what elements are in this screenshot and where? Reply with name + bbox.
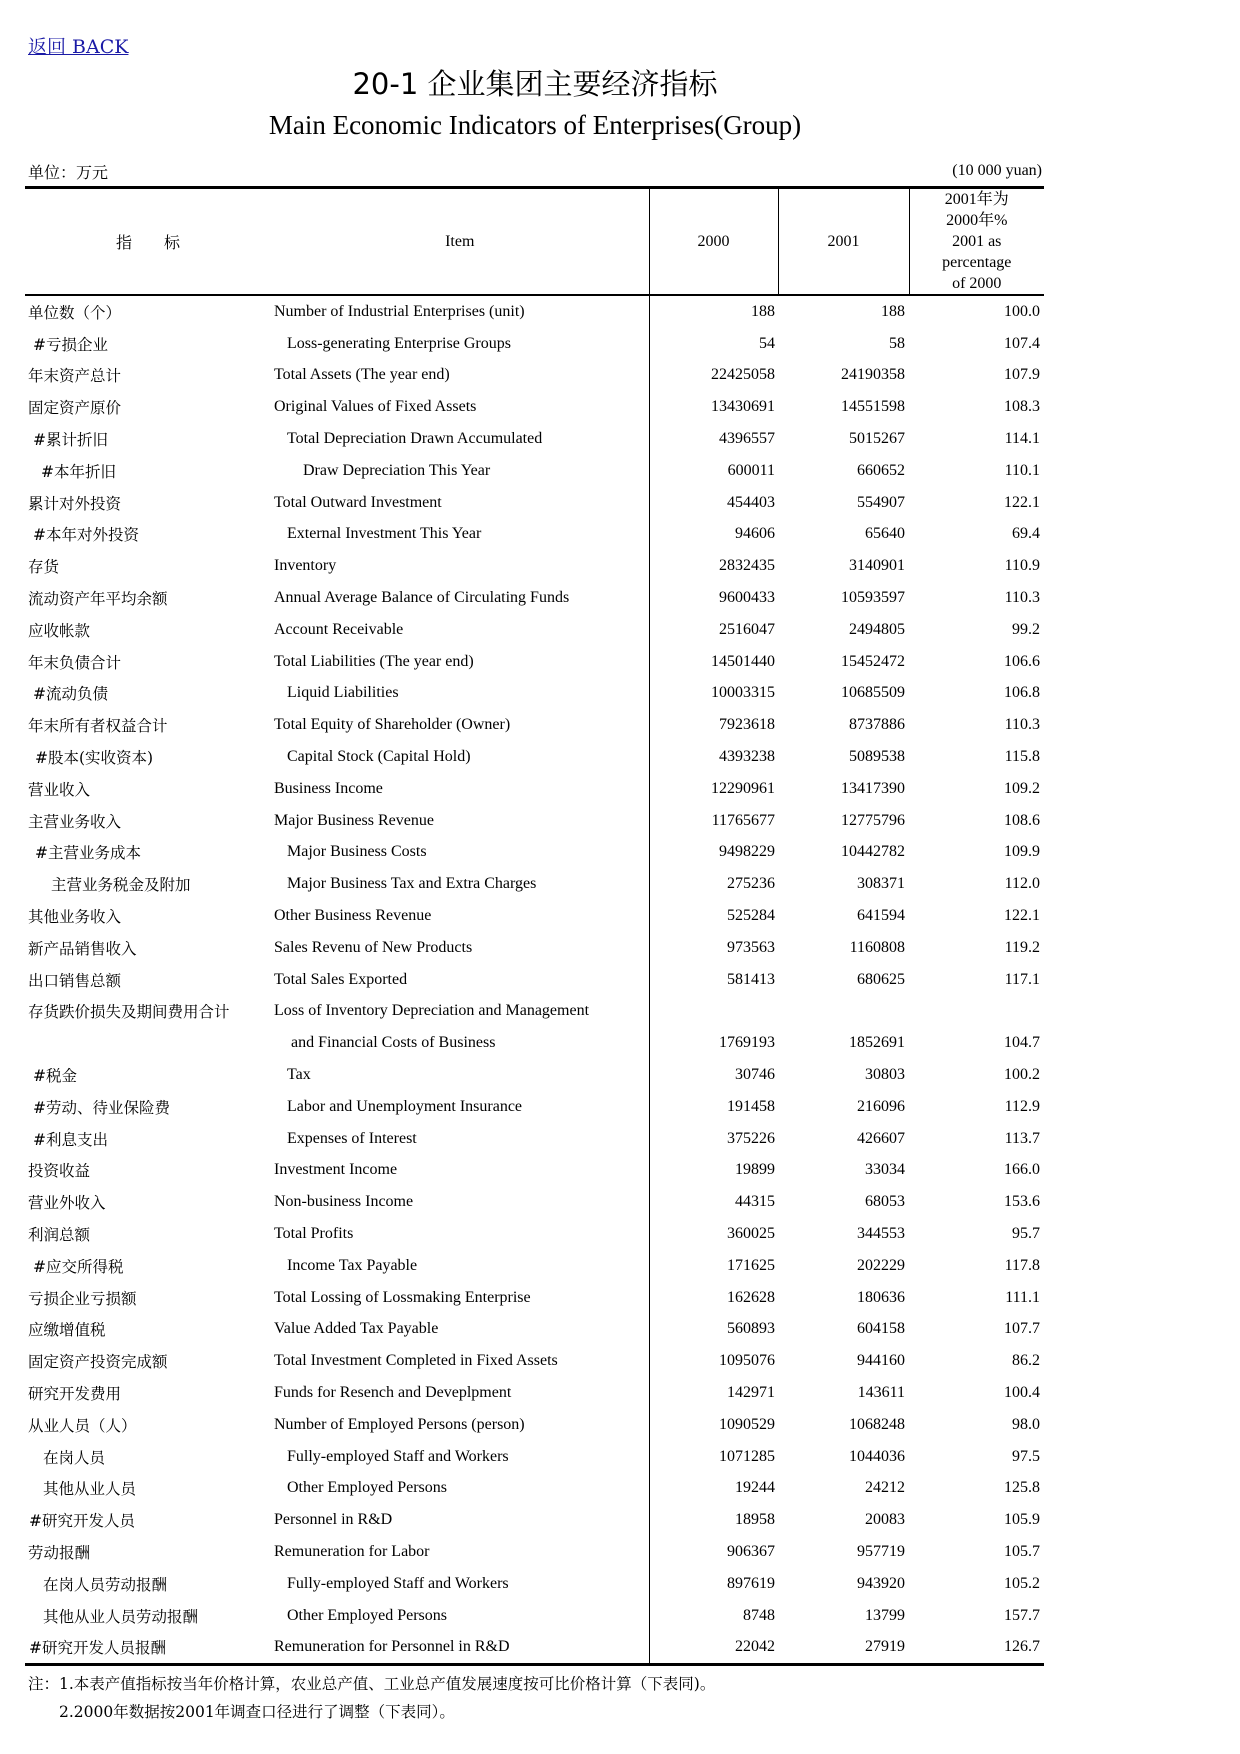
cell-item-en: Personnel in R&D [274,1511,393,1529]
cell-value-2000: 9600433 [649,582,778,614]
table-row [25,1059,1044,1091]
cell-value-2000: 18958 [649,1504,778,1536]
cell-indicator-cn: #研究开发人员报酬 [25,1631,271,1664]
cell-indicator-cn: 存货 [28,558,60,577]
table-row [25,1155,1044,1187]
cell-value-2001: 1068248 [849,1415,905,1433]
table-row [25,295,1044,328]
cell-item-en: Sales Revenu of New Products [274,938,473,956]
cell-value-2000: 275236 [649,868,778,900]
cell-value-2001: 1852691 [849,1034,905,1052]
page-title-cn: 20-1 企业集团主要经济指标 [352,67,718,101]
cell-indicator-cn: #研究开发人员 [29,1512,135,1531]
cell-indicator-cn: #劳动、待业保险费 [33,1098,170,1117]
cell-value-2000: 8748 [649,1600,778,1632]
cell-percentage: 107.9 [1004,366,1040,384]
table-row [25,868,1044,900]
table-row [25,1218,1044,1250]
cell-item-en: Liquid Liabilities [287,684,399,702]
cell-indicator-cn: 营业外收入 [28,1194,106,1213]
cell-percentage: 111.1 [1005,1288,1040,1306]
cell-item-en: Tax [287,1066,311,1084]
cell-value-2000: 525284 [649,900,778,932]
cell-value-2001: 957719 [857,1542,905,1560]
cell-percentage: 113.7 [1004,1129,1040,1147]
table-row [25,1027,1044,1059]
cell-value-2001: 24190358 [841,366,905,384]
cell-indicator-cn: #累计折旧 [33,431,108,450]
cell-value-2000: 171625 [649,1250,778,1282]
table-row [25,1631,1044,1664]
header-2001: 2001 [778,188,909,296]
cell-item-en: Value Added Tax Payable [274,1320,439,1338]
table-row [25,423,1044,455]
cell-value-2000: 22042 [649,1631,778,1664]
cell-percentage: 157.7 [1004,1606,1040,1624]
cell-value-2000: 142971 [649,1377,778,1409]
cell-item-en: Total Lossing of Lossmaking Enterprise [274,1288,531,1306]
cell-value-2000: 12290961 [649,773,778,805]
cell-percentage: 122.1 [1004,493,1040,511]
cell-value-2000: 14501440 [649,646,778,678]
cell-item-en: Total Sales Exported [274,970,408,988]
cell-percentage: 97.5 [1012,1447,1040,1465]
cell-indicator-cn: 单位数（个） [28,303,122,322]
cell-value-2001: 10685509 [841,684,905,702]
table-row [25,328,1044,360]
cell-percentage: 122.1 [1004,907,1040,925]
cell-percentage: 110.9 [1004,557,1040,575]
cell-indicator-cn: #利息支出 [33,1130,108,1149]
back-link[interactable]: 返回 BACK [28,36,129,58]
cell-value-2000: 44315 [649,1186,778,1218]
cell-percentage: 104.7 [1004,1034,1040,1052]
cell-item-en: Inventory [274,557,337,575]
cell-value-2000: 19244 [649,1472,778,1504]
cell-value-2000: 973563 [649,932,778,964]
cell-item-en: Labor and Unemployment Insurance [287,1097,523,1115]
cell-value-2000: 7923618 [649,709,778,741]
cell-percentage: 117.8 [1004,1256,1040,1274]
cell-indicator-cn: #本年对外投资 [33,526,139,545]
cell-percentage: 126.7 [909,1631,1044,1664]
cell-value-2000: 30746 [649,1059,778,1091]
cell-indicator-cn: 在岗人员 [43,1448,106,1467]
cell-value-2000: 94606 [649,519,778,551]
header-2000: 2000 [649,188,778,296]
cell-indicator-cn: 应收帐款 [28,621,91,640]
cell-percentage: 107.7 [1004,1320,1040,1338]
cell-item-en: Total Investment Completed in Fixed Assets [274,1352,558,1370]
cell-percentage: 153.6 [1004,1193,1040,1211]
cell-percentage: 166.0 [1004,1161,1040,1179]
table-row [25,1568,1044,1600]
cell-value-2000: 10003315 [649,678,778,710]
cell-indicator-cn: 亏损企业亏损额 [28,1289,137,1308]
cell-percentage: 110.1 [1004,461,1040,479]
cell-percentage: 109.9 [1004,843,1040,861]
table-row [25,1282,1044,1314]
cell-value-2000: 188 [649,295,778,328]
cell-value-2000: 897619 [649,1568,778,1600]
cell-indicator-cn: #税金 [33,1067,77,1086]
cell-indicator-cn: #股本(实收资本) [35,749,154,768]
cell-item-en: Original Values of Fixed Assets [274,398,477,416]
cell-value-2001: 10442782 [841,843,905,861]
cell-value-2000 [649,996,778,1028]
cell-percentage: 114.1 [1004,430,1040,448]
cell-item-en: Account Receivable [274,620,404,638]
cell-percentage: 117.1 [1004,970,1040,988]
header-pct-line: percentage [942,254,1012,271]
cell-indicator-cn: #亏损企业 [33,335,108,354]
cell-value-2001: 58 [889,334,905,352]
unit-label-cn: 单位：万元 [28,163,109,182]
cell-value-2000: 54 [649,328,778,360]
table-row [25,360,1044,392]
cell-indicator-cn: 劳动报酬 [28,1543,91,1562]
cell-indicator-cn: 新产品销售收入 [28,939,137,958]
cell-item-en: Expenses of Interest [287,1129,417,1147]
cell-value-2000: 19899 [649,1155,778,1187]
cell-indicator-cn: 主营业务收入 [28,812,122,831]
cell-value-2000: 1090529 [649,1409,778,1441]
table-row [25,582,1044,614]
cell-value-2000: 191458 [649,1091,778,1123]
cell-item-en: Funds for Resench and Deveplpment [274,1383,512,1401]
cell-value-2001: 660652 [857,461,905,479]
cell-indicator-cn: 其他从业人员 [43,1480,137,1499]
cell-percentage: 100.0 [1004,302,1040,320]
cell-percentage: 95.7 [1012,1225,1040,1242]
cell-value-2001 [778,996,909,1028]
cell-value-2001: 10593597 [841,589,905,607]
table-row [25,1314,1044,1346]
table-row [25,550,1044,582]
header-pct-line: 2001 as [952,233,1002,250]
table-row [25,1536,1044,1568]
cell-value-2001: 65640 [865,525,905,543]
cell-item-en: External Investment This Year [287,525,482,543]
cell-percentage [909,996,1044,1028]
cell-value-2001: 216096 [857,1097,905,1115]
cell-item-en: Other Employed Persons [287,1606,447,1624]
table-row [25,678,1044,710]
table-row [25,837,1044,869]
cell-percentage: 106.8 [1004,684,1040,702]
cell-item-en: Number of Employed Persons (person) [274,1415,525,1433]
cell-item-en: Total Profits [274,1225,354,1242]
cell-indicator-cn: 流动资产年平均余额 [28,590,168,609]
cell-value-2001: 13417390 [841,779,905,797]
cell-item-en: Other Business Revenue [274,907,432,925]
cell-value-2001: 944160 [857,1352,905,1370]
cell-value-2001: 3140901 [849,557,905,575]
table-row [25,1441,1044,1473]
table-row [25,1377,1044,1409]
cell-value-2000: 1071285 [649,1441,778,1473]
cell-value-2001: 426607 [857,1129,905,1147]
cell-percentage: 100.2 [1004,1066,1040,1084]
table-row [25,1345,1044,1377]
cell-value-2001: 604158 [857,1320,905,1338]
cell-value-2001: 13799 [865,1606,905,1624]
cell-value-2001: 8737886 [849,716,905,734]
cell-indicator-cn: 研究开发费用 [28,1384,122,1403]
cell-percentage: 86.2 [1012,1352,1040,1370]
cell-indicator-cn: #本年折旧 [41,462,116,481]
cell-item-en: Capital Stock (Capital Hold) [287,748,471,766]
header-indicator-cn: 指 标 [25,188,271,296]
cell-item-en: Annual Average Balance of Circulating Funds [274,589,570,607]
cell-percentage: 107.4 [1004,334,1040,352]
cell-percentage: 105.9 [1004,1511,1040,1529]
cell-value-2001: 15452472 [841,652,905,670]
cell-value-2001: 188 [881,302,905,320]
cell-value-2000: 560893 [649,1314,778,1346]
cell-value-2000: 4396557 [649,423,778,455]
header-pct-line: 2000年% [946,212,1008,229]
cell-value-2001: 1044036 [849,1447,905,1465]
table-row [25,1600,1044,1632]
cell-percentage: 69.4 [1012,525,1040,543]
cell-percentage: 100.4 [1004,1383,1040,1401]
cell-indicator-cn: 从业人员（人） [28,1416,137,1435]
cell-value-2000: 2516047 [649,614,778,646]
cell-value-2000: 9498229 [649,837,778,869]
cell-item-en: Total Assets (The year end) [274,366,450,384]
table-row [25,773,1044,805]
cell-indicator-cn: 固定资产原价 [28,399,122,418]
table-row [25,805,1044,837]
cell-value-2001: 14551598 [841,398,905,416]
cell-indicator-cn: 其他从业人员劳动报酬 [43,1607,199,1626]
cell-item-en: Fully-employed Staff and Workers [287,1447,509,1465]
cell-value-2000: 13430691 [649,391,778,423]
header-pct-line: of 2000 [952,275,1002,292]
cell-indicator-cn: 年末所有者权益合计 [28,717,168,736]
cell-item-en: Number of Industrial Enterprises (unit) [274,302,525,320]
cell-value-2001: 30803 [865,1066,905,1084]
cell-item-en: Investment Income [274,1161,398,1179]
cell-percentage: 110.3 [1004,589,1040,607]
cell-item-en: Loss of Inventory Depreciation and Management [274,1002,590,1020]
cell-item-en: Loss-generating Enterprise Groups [287,334,511,352]
cell-indicator-cn: 固定资产投资完成额 [28,1353,168,1372]
footnote-1: 注：1.本表产值指标按当年价格计算，农业总产值、工业总产值发展速度按可比价格计算（下表同)。 [28,1675,716,1693]
cell-value-2001: 27919 [778,1631,909,1664]
cell-value-2001: 943920 [857,1574,905,1592]
cell-item-en: Remuneration for Personnel in R&D [271,1631,649,1664]
cell-percentage: 105.7 [1004,1542,1040,1560]
header-item: Item [271,188,649,296]
footnote-2: 2.2000年数据按2001年调查口径进行了调整（下表同）。 [28,1703,455,1721]
cell-indicator-cn: 利润总额 [28,1226,91,1244]
cell-value-2001: 33034 [865,1161,905,1179]
cell-value-2000: 162628 [649,1282,778,1314]
cell-percentage: 119.2 [1004,938,1040,956]
cell-value-2001: 5089538 [849,748,905,766]
indicators-table [25,186,1044,1666]
cell-value-2001: 20083 [865,1511,905,1529]
cell-indicator-cn: 年末负债合计 [28,653,122,672]
cell-percentage: 109.2 [1004,779,1040,797]
cell-value-2001: 12775796 [841,811,905,829]
table-row [25,996,1044,1028]
table-row [25,487,1044,519]
cell-indicator-cn: 其他业务收入 [28,908,122,927]
cell-percentage: 98.0 [1012,1415,1040,1433]
cell-indicator-cn: #主营业务成本 [35,844,141,863]
cell-value-2000: 375226 [649,1123,778,1155]
cell-indicator-cn: 出口销售总额 [28,971,122,990]
table-row [25,1091,1044,1123]
cell-indicator-cn: 存货跌价损失及期间费用合计 [28,1003,230,1022]
cell-indicator-cn: 应缴增值税 [28,1321,106,1340]
cell-value-2000: 906367 [649,1536,778,1568]
cell-item-en: and Financial Costs of Business [291,1034,496,1052]
table-row [25,709,1044,741]
cell-percentage: 125.8 [1004,1479,1040,1497]
cell-item-en: Total Outward Investment [274,493,442,511]
cell-indicator-cn: 累计对外投资 [28,494,122,513]
cell-value-2000: 22425058 [649,360,778,392]
cell-percentage: 115.8 [1004,748,1040,766]
table-row [25,900,1044,932]
table-row [25,455,1044,487]
cell-indicator-cn: #应交所得税 [33,1257,124,1276]
cell-indicator-cn: 投资收益 [28,1162,91,1181]
cell-value-2001: 344553 [857,1225,905,1242]
table-header-row [25,188,1044,296]
cell-value-2001: 180636 [857,1288,905,1306]
cell-value-2001: 143611 [857,1383,905,1401]
table-row [25,1504,1044,1536]
cell-item-en: Income Tax Payable [287,1256,418,1274]
cell-value-2000: 1095076 [649,1345,778,1377]
cell-item-en: Total Liabilities (The year end) [274,652,474,670]
cell-item-en: Total Depreciation Drawn Accumulated [287,430,543,448]
cell-item-en: Business Income [274,779,383,797]
cell-item-en: Total Equity of Shareholder (Owner) [274,716,511,734]
unit-label-en: (10 000 yuan) [952,162,1042,179]
page-title-en: Main Economic Indicators of Enterprises(Group) [268,110,802,140]
table-row [25,614,1044,646]
cell-value-2001: 68053 [865,1193,905,1211]
header-pct-line: 2001年为 [944,191,1009,208]
cell-indicator-cn: 营业收入 [28,780,91,799]
table-row [25,1186,1044,1218]
cell-item-en: Major Business Tax and Extra Charges [287,875,537,893]
cell-percentage: 99.2 [1012,620,1040,638]
cell-item-en: Remuneration for Labor [274,1542,430,1560]
table-row [25,1250,1044,1282]
cell-value-2000: 2832435 [649,550,778,582]
cell-value-2001: 1160808 [849,938,905,956]
cell-item-en: Other Employed Persons [287,1479,447,1497]
cell-value-2000: 454403 [649,487,778,519]
cell-value-2000: 600011 [649,455,778,487]
table-row [25,391,1044,423]
header-percentage [909,188,1044,296]
table-row [25,932,1044,964]
cell-value-2000: 360025 [649,1218,778,1250]
cell-percentage: 112.9 [1004,1097,1040,1115]
cell-indicator-cn: 在岗人员劳动报酬 [43,1575,168,1594]
cell-item-en: Major Business Revenue [274,811,434,829]
cell-indicator-cn: 年末资产总计 [28,367,122,386]
table-row [25,741,1044,773]
table-row [25,964,1044,996]
cell-value-2001: 24212 [865,1479,905,1497]
table-row [25,519,1044,551]
cell-item-en: Draw Depreciation This Year [303,461,491,479]
cell-value-2000: 4393238 [649,741,778,773]
cell-value-2001: 202229 [857,1256,905,1274]
cell-percentage: 108.3 [1004,398,1040,416]
cell-percentage: 108.6 [1004,811,1040,829]
cell-value-2001: 680625 [857,970,905,988]
cell-value-2001: 308371 [857,875,905,893]
cell-percentage: 110.3 [1004,716,1040,734]
cell-value-2001: 554907 [857,493,905,511]
cell-percentage: 112.0 [1004,875,1040,893]
cell-value-2001: 641594 [857,907,905,925]
cell-percentage: 106.6 [1004,652,1040,670]
cell-value-2000: 11765677 [649,805,778,837]
table-body [25,295,1044,1665]
table-row [25,1409,1044,1441]
cell-value-2001: 5015267 [849,430,905,448]
cell-value-2001: 2494805 [849,620,905,638]
table-row [25,1123,1044,1155]
cell-value-2000: 581413 [649,964,778,996]
table-row [25,646,1044,678]
cell-item-en: Fully-employed Staff and Workers [287,1574,509,1592]
cell-value-2000: 1769193 [649,1027,778,1059]
cell-indicator-cn [25,1027,271,1059]
cell-item-en: Non-business Income [274,1193,414,1211]
cell-item-en: Major Business Costs [287,843,427,861]
cell-indicator-cn: #流动负债 [33,685,108,704]
table-row [25,1472,1044,1504]
cell-percentage: 105.2 [1004,1574,1040,1592]
cell-indicator-cn: 主营业务税金及附加 [51,876,191,895]
